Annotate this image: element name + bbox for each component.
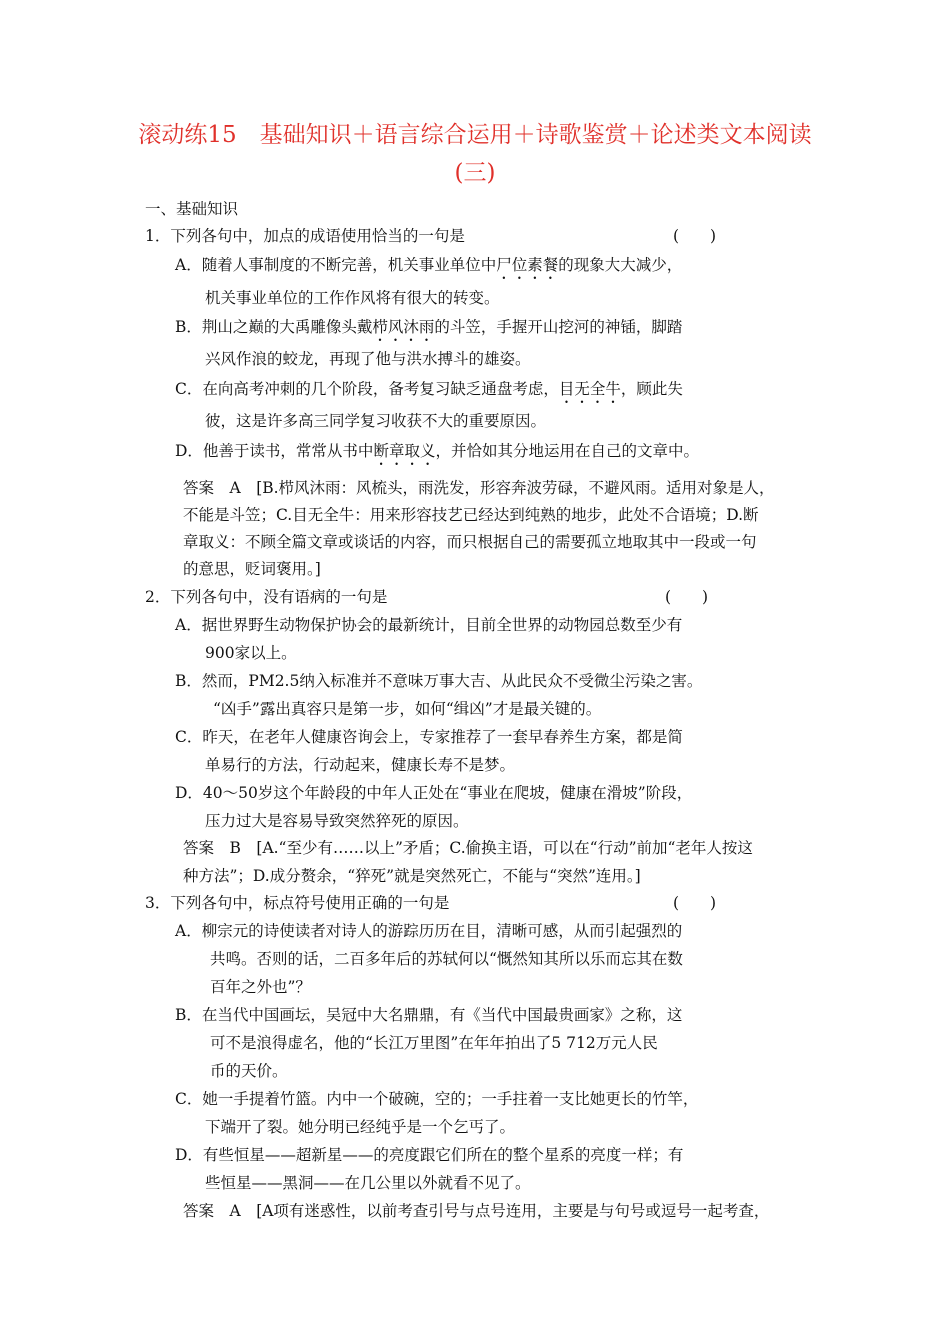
q3-option-a: A．柳宗元的诗使读者对诗人的游踪历历在目，清晰可感，从而引起强烈的	[175, 922, 683, 940]
q1-option-b: B．荆山之巅的大禹雕像头戴栉风沐雨的斗笠，手握开山挖河的神锸，脚踏	[175, 318, 683, 336]
question-3-stem: 3．下列各句中，标点符号使用正确的一句是	[145, 894, 450, 912]
q2-option-c-cont: 单易行的方法，行动起来，健康长寿不是梦。	[205, 756, 516, 774]
q1-option-b-cont: 兴风作浪的蛟龙，再现了他与洪水搏斗的雄姿。	[205, 350, 531, 368]
q1-option-c-cont: 彼，这是许多高三同学复习收获不大的重要原因。	[205, 412, 547, 430]
q1-answer-line-2: 不能是斗笠；C.目无全牛：用来形容技艺已经达到纯熟的地步，此处不合语境；D.断	[183, 506, 759, 524]
q3-option-a-cont-2: 百年之外也”？	[210, 978, 311, 996]
q1-option-a-cont: 机关事业单位的工作作风将有很大的转变。	[205, 289, 500, 307]
q3-option-c: C．她一手提着竹篮。内中一个破碗，空的；一手拄着一支比她更长的竹竿，	[175, 1090, 699, 1108]
q3-answer-line-1: 答案 A [A项有迷惑性，以前考查引号与点号连用，主要是与句号或逗号一起考查，	[183, 1202, 770, 1220]
q2-option-b: B．然而，PM2.5纳入标准并不意味万事大吉、从此民众不受微尘污染之害。	[175, 672, 703, 690]
question-2-answer-blank: ( )	[665, 588, 709, 606]
q2-option-d-cont: 压力过大是容易导致突然猝死的原因。	[205, 812, 469, 830]
q3-option-b-cont-2: 币的天价。	[210, 1062, 288, 1080]
q2-option-b-cont: “凶手”露出真容只是第一步，如何“缉凶”才是最关键的。	[213, 700, 602, 718]
q1-answer-line-4: 的意思，贬词褒用。]	[183, 560, 321, 578]
q2-answer-line-2: 种方法”；D.成分赘余，“猝死”就是突然死亡，不能与“突然”连用。]	[183, 867, 641, 885]
q1-option-b-idiom: 栉风沐雨	[372, 318, 435, 336]
question-3-answer-blank: ( )	[673, 894, 717, 912]
q3-option-b-cont-1: 可不是浪得虚名，他的“长江万里图”在年年拍出了5 712万元人民	[210, 1034, 658, 1052]
page-title: 滚动练15 基础知识＋语言综合运用＋诗歌鉴赏＋论述类文本阅读	[138, 122, 812, 148]
question-2-stem: 2．下列各句中，没有语病的一句是	[145, 588, 388, 606]
q1-option-a-idiom: 尸位素餐	[496, 256, 559, 274]
q3-option-d: D．有些恒星——超新星——的亮度跟它们所在的整个星系的亮度一样；有	[175, 1146, 684, 1164]
q2-option-a: A．据世界野生动物保护协会的最新统计，目前全世界的动物园总数至少有	[175, 616, 683, 634]
q2-option-a-cont: 900家以上。	[205, 644, 297, 662]
question-1-stem: 1．下列各句中，加点的成语使用恰当的一句是	[145, 227, 465, 245]
section-heading: 一、基础知识	[145, 200, 239, 218]
q1-answer-line-1: 答案 A [B.栉风沐雨：风梳头，雨洗发，形容奔波劳碌，不避风雨。适用对象是人，	[183, 479, 775, 497]
q1-option-c: C．在向高考冲刺的几个阶段，备考复习缺乏通盘考虑，目无全牛，顾此失	[175, 380, 683, 398]
q1-answer-line-3: 章取义：不顾全篇文章或谈话的内容，而只根据自己的需要孤立地取其中一段或一句	[183, 533, 757, 551]
q1-option-a: A．随着人事制度的不断完善，机关事业单位中尸位素餐的现象大大减少，	[175, 256, 683, 274]
q3-option-b: B．在当代中国画坛，吴冠中大名鼎鼎，有《当代中国最贵画家》之称，这	[175, 1006, 683, 1024]
q2-option-c: C．昨天，在老年人健康咨询会上，专家推荐了一套早春养生方案，都是简	[175, 728, 683, 746]
q1-option-d-idiom: 断章取义	[373, 442, 436, 460]
q2-answer-line-1: 答案 B [A.“至少有……以上”矛盾；C.偷换主语，可以在“行动”前加“老年人按这	[183, 839, 753, 857]
page-title-suffix: (三)	[454, 160, 496, 186]
q2-option-d: D．40～50岁这个年龄段的中年人正处在“事业在爬坡，健康在滑坡”阶段，	[175, 784, 693, 802]
q3-option-d-cont: 些恒星——黑洞——在几公里以外就看不见了。	[205, 1174, 531, 1192]
q1-option-c-idiom: 目无全牛	[558, 380, 621, 398]
question-1-answer-blank: ( )	[673, 227, 717, 245]
q3-option-a-cont-1: 共鸣。否则的话，二百多年后的苏轼何以“慨然知其所以乐而忘其在数	[210, 950, 683, 968]
q3-option-c-cont: 下端开了裂。她分明已经纯乎是一个乞丐了。	[205, 1118, 516, 1136]
q1-option-d: D．他善于读书，常常从书中断章取义，并恰如其分地运用在自己的文章中。	[175, 442, 699, 460]
